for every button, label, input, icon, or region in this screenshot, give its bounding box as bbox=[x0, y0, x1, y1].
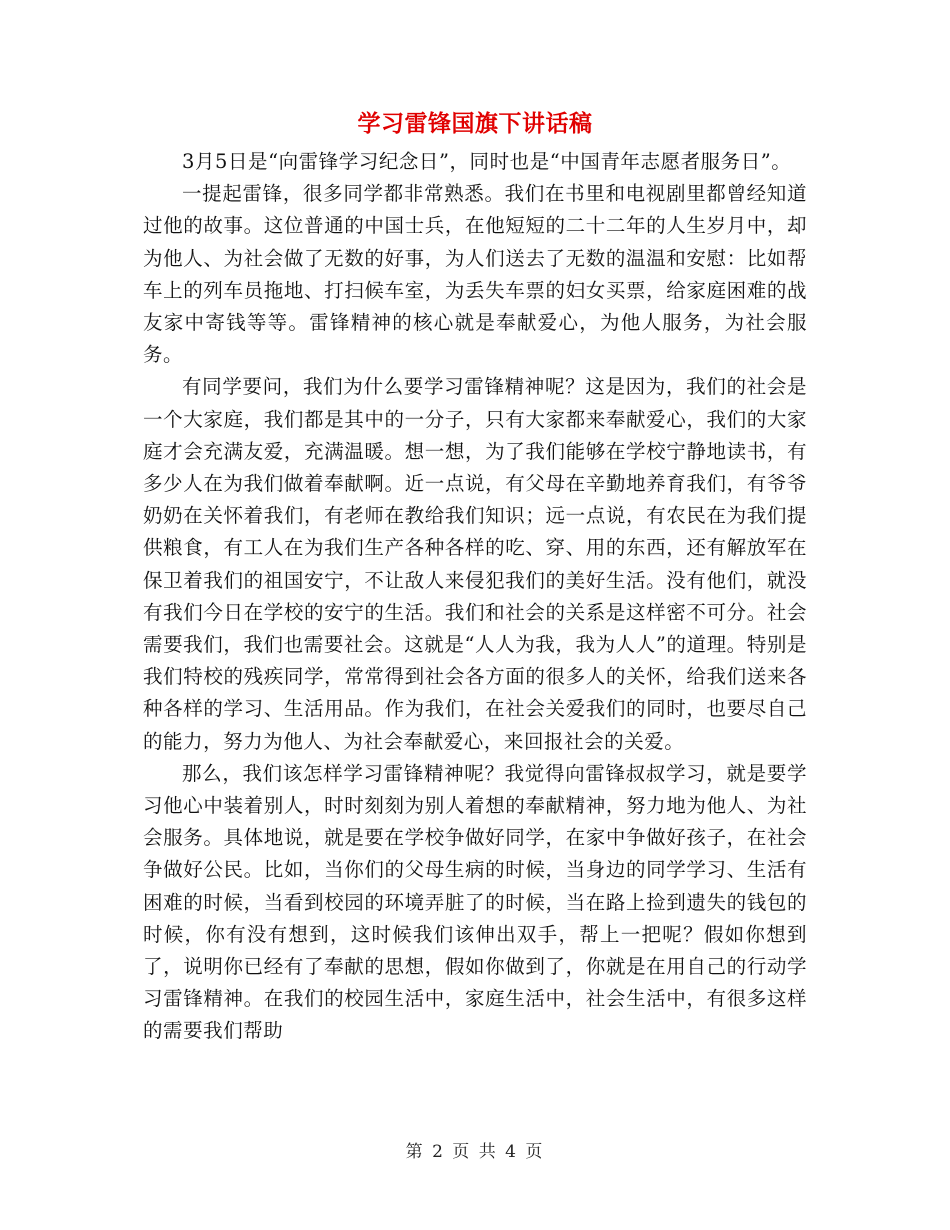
paragraph-3: 有同学要问，我们为什么要学习雷锋精神呢？这是因为，我们的社会是一个大家庭，我们都是其中的一分子，只有大家都来奉献爱心，我们的大家庭才会充满友爱，充满温暖。想一想，为了我们能够在学校宁静地读书，有多少人在为我们做着奉献啊。近一点说，有父母在辛勤地养育我们，有爷爷奶奶在关怀着我们，有老师在教给我们知识；远一点说，有农民在为我们提供粮食，有工人在为我们生产各种各样的吃、穿、用的东西，还有解放军在保卫着我们的祖国安宁，不让敌人来侵犯我们的美好生活。没有他们，就没有我们今日在学校的安宁的生活。我们和社会的关系是这样密不可分。社会需要我们，我们也需要社会。这就是“人人为我，我为人人”的道理。特别是我们特校的残疾同学，常常得到社会各方面的很多人的关怀，给我们送来各种各样的学习、生活用品。作为我们，在社会关爱我们的同时，也要尽自己的能力，努力为他人、为社会奉献爱心，来回报社会的关爱。 bbox=[143, 375, 807, 753]
paragraph-4: 那么，我们该怎样学习雷锋精神呢？我觉得向雷锋叔叔学习，就是要学习他心中装着别人，时时刻刻为别人着想的奉献精神，努力地为他人、为社会服务。具体地说，就是要在学校争做好同学，在家中争做好孩子，在社会争做好公民。比如，当你们的父母生病的时候，当身边的同学学习、生活有困难的时候，当看到校园的环境弄脏了的时候，当在路上捡到遗失的钱包的时候，你有没有想到，这时候我们该伸出双手，帮上一把呢？假如你想到了，说明你已经有了奉献的思想，假如你做到了，你就是在用自己的行动学习雷锋精神。在我们的校园生活中，家庭生活中，社会生活中，有很多这样的需要我们帮助 bbox=[143, 761, 807, 1043]
paragraph-1: 3月5日是“向雷锋学习纪念日”，同时也是“中国青年志愿者服务日”。 bbox=[182, 150, 792, 173]
document-body bbox=[143, 146, 807, 1048]
paragraph-2: 一提起雷锋，很多同学都非常熟悉。我们在书里和电视剧里都曾经知道过他的故事。这位普通的中国士兵，在他短短的二十二年的人生岁月中，却为他人、为社会做了无数的好事，为人们送去了无数的温温和安慰：比如帮车上的列车员拖地、打扫候车室，为丢失车票的妇女买票，给家庭困难的战友家中寄钱等等。雷锋精神的核心就是奉献爱心，为他人服务，为社会服务。 bbox=[143, 182, 807, 367]
page-footer: 第 2 页 共 4 页 bbox=[405, 1142, 545, 1162]
document-title: 学习雷锋国旗下讲话稿 bbox=[357, 111, 593, 137]
